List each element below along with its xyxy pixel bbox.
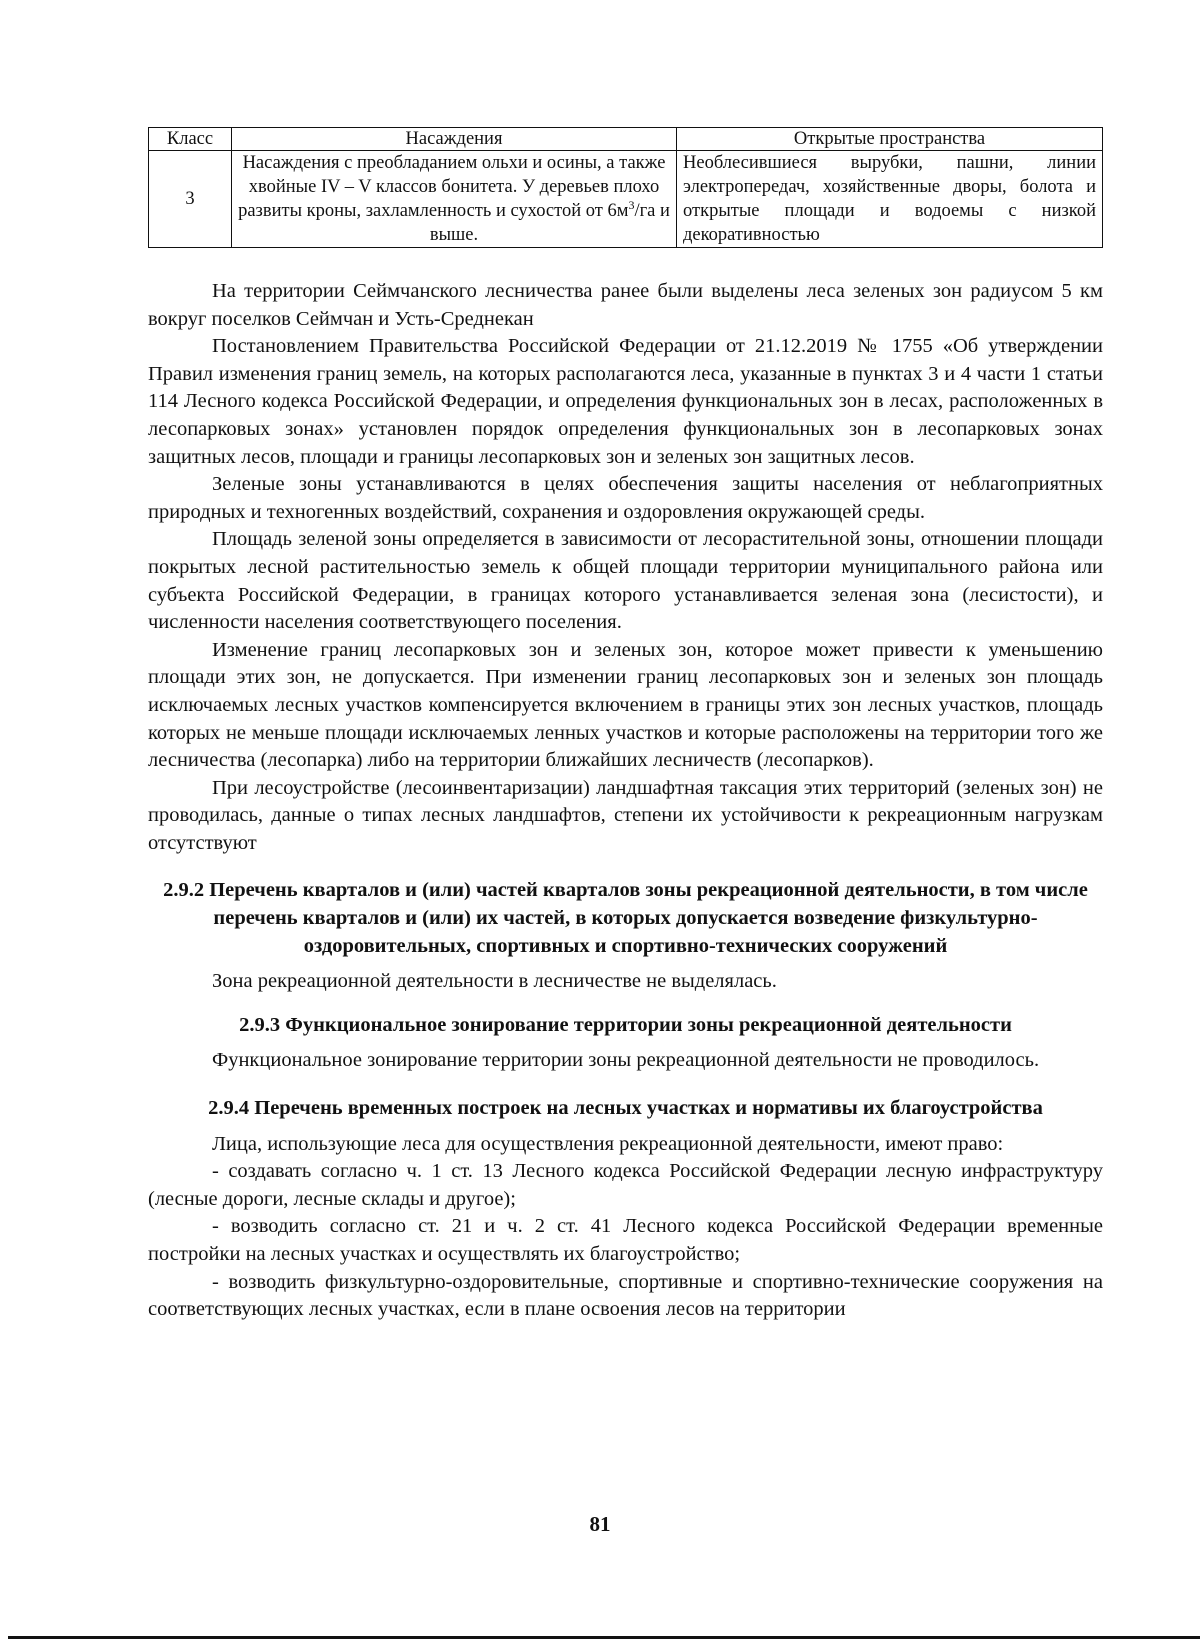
cell-plantings-sup: 3: [628, 197, 635, 212]
cell-plantings-text-end: /га и выше.: [429, 201, 670, 245]
page-number: 81: [589, 1512, 611, 1536]
header-plantings: Насаждения: [232, 128, 677, 151]
section-heading-2-9-3: 2.9.3 Функциональное зонирование территории зоны рекреационной деятельности: [239, 1013, 1012, 1036]
bottom-divider: [8, 1636, 1200, 1639]
table-header-row: [149, 128, 1103, 151]
cell-plantings-text: Насаждения с преобладанием ольхи и осины, а также хвойные IV – V классов бонитета. У деревьев плохо развиты кроны, захламленность и сухостой от 6м: [238, 153, 666, 221]
list-item: - возводить согласно ст. 21 и ч. 2 ст. 41 Лесного кодекса Российской Федерации временные постройки на лесных участках и осуществлять их благоустройство;: [148, 1215, 1103, 1265]
cell-open-spaces: Необлесившиеся вырубки, пашни, линии электропередач, хозяйственные дворы, болота и открытые площади и водоемы с низкой декоративностью: [677, 151, 1103, 248]
header-class: Класс: [149, 128, 232, 151]
list-item: - возводить физкультурно-оздоровительные, спортивные и спортивно-технические сооружения на соответствующих лесных участках, если в плане освоения лесов на территории: [148, 1270, 1103, 1321]
section-text-2-9-3: Функциональное зонирование территории зоны рекреационной деятельности не проводилось.: [212, 1049, 1040, 1072]
list-item: - создавать согласно ч. 1 ст. 13 Лесного кодекса Российской Федерации лесную инфраструктуру (лесные дороги, лесные склады и другое);: [148, 1160, 1103, 1210]
document-body: [148, 278, 1103, 1324]
paragraph: Площадь зеленой зоны определяется в зависимости от лесорастительной зоны, отношении площади покрытых лесной растительностью земель к общей площади территории муниципального района или субъекта Российской Федерации, в границах которого устанавливается зеленая зона (лесистости), и численности населения соответствующего поселения.: [148, 528, 1103, 634]
section-intro-2-9-4: Лица, использующие леса для осуществления рекреационной деятельности, имеют право:: [212, 1132, 1004, 1155]
page-content: [148, 127, 1103, 1324]
cell-class: 3: [149, 151, 232, 248]
paragraph: Постановлением Правительства Российской Федерации от 21.12.2019 № 1755 «Об утверждении Правил изменения границ земель, на которых располагаются леса, указанные в пунктах 3 и 4 части 1 статьи 114 Лесного кодекса Российской Федерации, и определения функциональных зон в лесах, расположенных в лесопарковых зонах» установлен порядок определения функциональных зон в лесопарковых зонах защитных лесов, площади и границы лесопарковых зон и зеленых зон защитных лесов.: [148, 335, 1103, 468]
paragraph: При лесоустройстве (лесоинвентаризации) ландшафтная таксация этих территорий (зеленых зон) не проводилась, данные о типах лесных ландшафтов, степени их устойчивости к рекреационным нагрузкам отсутствуют: [148, 776, 1103, 854]
cell-plantings: [232, 151, 677, 248]
header-open-spaces: Открытые пространства: [677, 128, 1103, 151]
paragraph: Изменение границ лесопарковых зон и зеленых зон, которое может привести к уменьшению площади этих зон, не допускается. При изменении границ лесопарковых зон и зеленых зон площадь исключаемых лесных участков компенсируется включением в границы этих зон лесных участков, площадь которых не меньше площади исключаемых ленных участков и которые расположены на территории того же лесничества (лесопарка) либо на территории ближайших лесничеств (лесопарков).: [148, 638, 1103, 772]
section-heading-2-9-2: 2.9.2 Перечень кварталов и (или) частей кварталов зоны рекреационной деятельности, в том числе перечень кварталов и (или) их частей, в которых допускается возведение физкультурно-оздоровительных, спортивных и спортивно-технических сооружений: [163, 879, 1088, 957]
paragraph: Зеленые зоны устанавливаются в целях обеспечения защиты населения от неблагоприятных природных и техногенных воздействий, сохранения и оздоровления окружающей среды.: [148, 473, 1103, 523]
paragraph: На территории Сеймчанского лесничества ранее были выделены леса зеленых зон радиусом 5 км вокруг поселков Сеймчан и Усть-Среднекан: [148, 280, 1103, 330]
section-text-2-9-2: Зона рекреационной деятельности в лесничестве не выделялась.: [212, 970, 777, 993]
section-heading-2-9-4: 2.9.4 Перечень временных построек на лесных участках и нормативы их благоустройства: [208, 1097, 1043, 1120]
classification-table: [148, 127, 1103, 248]
table-row: [149, 151, 1103, 248]
